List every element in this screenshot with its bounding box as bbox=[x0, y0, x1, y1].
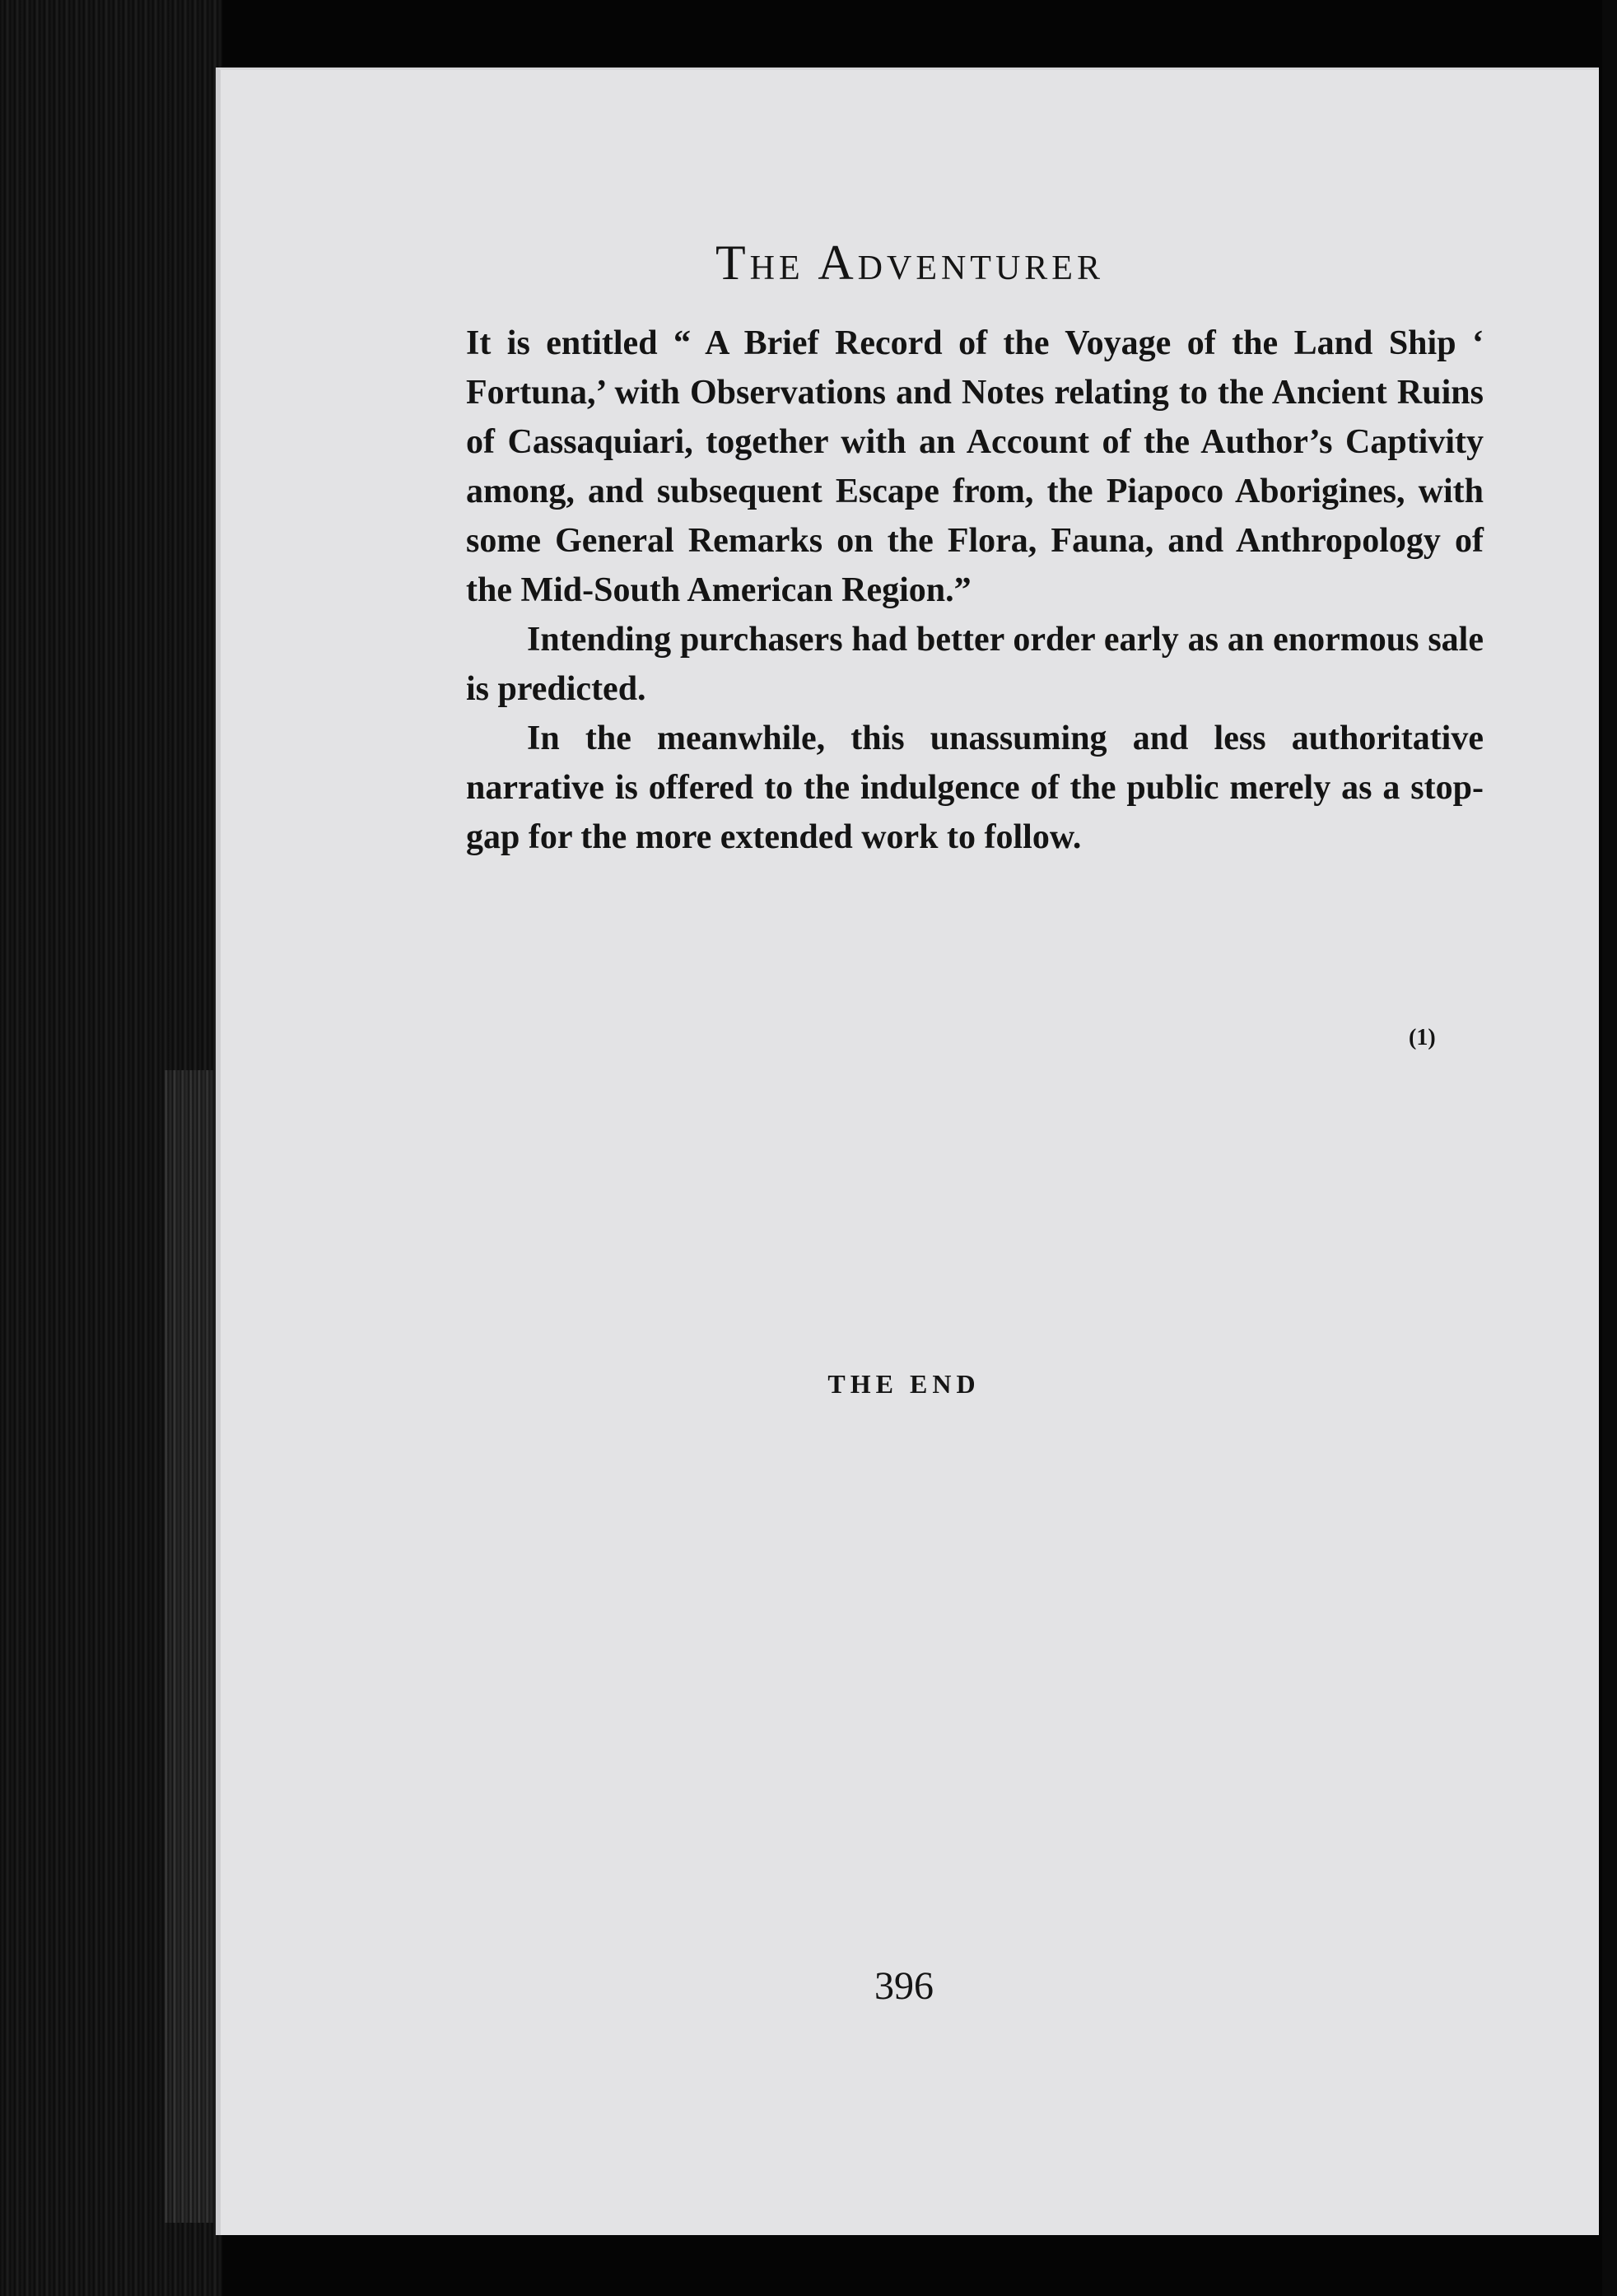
running-head: The Adventurer bbox=[715, 235, 1104, 290]
paragraph-3: In the meanwhile, this unassuming and less authoritative narrative is offered to the indulgence of the public merely as a stop-gap for the more extended work to follow. bbox=[466, 720, 1484, 856]
the-end-label: THE END bbox=[827, 1369, 981, 1399]
page-sheet bbox=[216, 68, 1599, 2235]
body-text bbox=[466, 319, 1484, 862]
scan-right-border bbox=[1602, 0, 1617, 2296]
note-marker: (1) bbox=[1409, 1025, 1436, 1050]
book-spine-texture bbox=[165, 1070, 214, 2223]
page-number: 396 bbox=[874, 1964, 934, 2008]
paragraph-2: Intending purchasers had better order early as an enormous sale is predicted. bbox=[466, 621, 1484, 708]
paragraph-1: It is entitled “ A Brief Record of the Voyage of the Land Ship ‘ Fortuna,’ with Observations and Notes relating to the Ancient Ruins of Cassaquiari, together with an Account of the Author’s Captivity among, and subsequent Escape from, the Piapoco Aborigines, with some General Remarks on the Flora, Fauna, and Anthropology of the Mid-South American Region.” bbox=[466, 324, 1484, 609]
